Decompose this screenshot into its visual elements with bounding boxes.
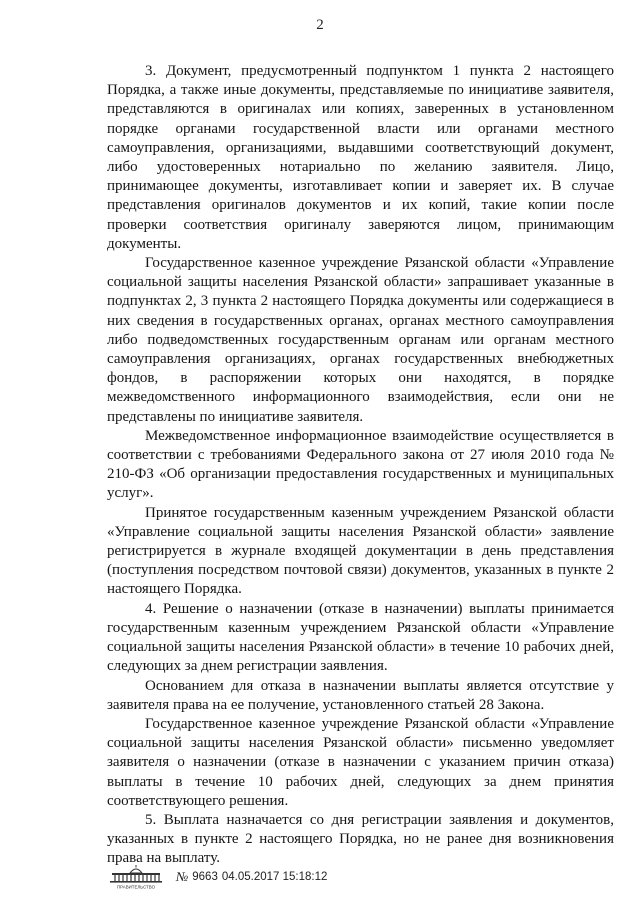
paragraph-notification: Государственное казенное учреждение Рязанской области «Управление социальной защиты населения Рязанской области» письменно уведомляет заявителя о назначении (отказе в назначении с указанием причин отказа) выплаты в течение 10 рабочих дней, следующих за днем принятия соответствующего решения. bbox=[107, 715, 614, 809]
paragraph-registration: Принятое государственным казенным учреждением Рязанской области «Управление социальной защиты населения Рязанской области» заявление регистрируется в журнале входящей документации в день представления (поступления посредством почтовой связи) документов, указанных в пункте 2 настоящего Порядка. bbox=[107, 504, 614, 598]
numero-sign: № bbox=[176, 869, 189, 884]
registration-stamp bbox=[176, 869, 327, 885]
paragraph-item-4: 4. Решение о назначении (отказе в назначении) выплаты принимается государственным казенным учреждением Рязанской области «Управление социальной защиты населения Рязанской области» в течение 10 рабочих дней, следующих за днем регистрации заявления. bbox=[107, 600, 614, 675]
footer-stamp bbox=[104, 862, 404, 892]
registration-timestamp: 04.05.2017 15:18:12 bbox=[221, 871, 328, 883]
logo-caption: ПРАВИТЕЛЬСТВО bbox=[117, 884, 155, 890]
paragraph-refusal-ground: Основанием для отказа в назначении выплаты является отсутствие у заявителя права на ее получение, установленного статьей 28 Закона. bbox=[107, 677, 614, 713]
paragraph-item-3: 3. Документ, предусмотренный подпунктом 1 пункта 2 настоящего Порядка, а также иные документы, представляемые по инициативе заявителя, представляются в оригиналах или копиях, заверенных в установленном порядке органами государственной власти или органами местного самоуправления, организациями, выдавшими соответствующий документ, либо удостоверенных нотариально по желанию заявителя. Лицо, принимающее документы, изготавливает копии и заверяет их. В случае представления оригиналов документов и их копий, такие копии после проверки соответствия оригиналу заверяются лицом, принимающим документы. bbox=[107, 63, 614, 252]
paragraph-item-5: 5. Выплата назначается со дня регистрации заявления и документов, указанных в пункте 2 настоящего Порядка, но не ранее дня возникновения права на выплату. bbox=[107, 811, 614, 867]
government-building-icon bbox=[104, 864, 168, 890]
page-number: 2 bbox=[316, 17, 324, 33]
paragraph-interagency-law: Межведомственное информационное взаимодействие осуществляется в соответствии с требованиями Федерального закона от 27 июля 2010 года № 210-ФЗ «Об организации предоставления государственных и муниципальных услуг». bbox=[107, 427, 614, 502]
document-body bbox=[107, 62, 614, 869]
paragraph-request-documents: Государственное казенное учреждение Рязанской области «Управление социальной защиты населения Рязанской области» запрашивает указанные в подпунктах 2, 3 пункта 2 настоящего Порядка документы или содержащиеся в них сведения в государственных органах, органах местного самоуправления либо подведомственных государственным органам или органам местного самоуправления организациях, органах государственных внебюджетных фондов, в распоряжении которых они находятся, в порядке межведомственного информационного взаимодействия, если они не представлены по инициативе заявителя. bbox=[107, 255, 614, 425]
document-number: 9663 bbox=[192, 871, 218, 883]
